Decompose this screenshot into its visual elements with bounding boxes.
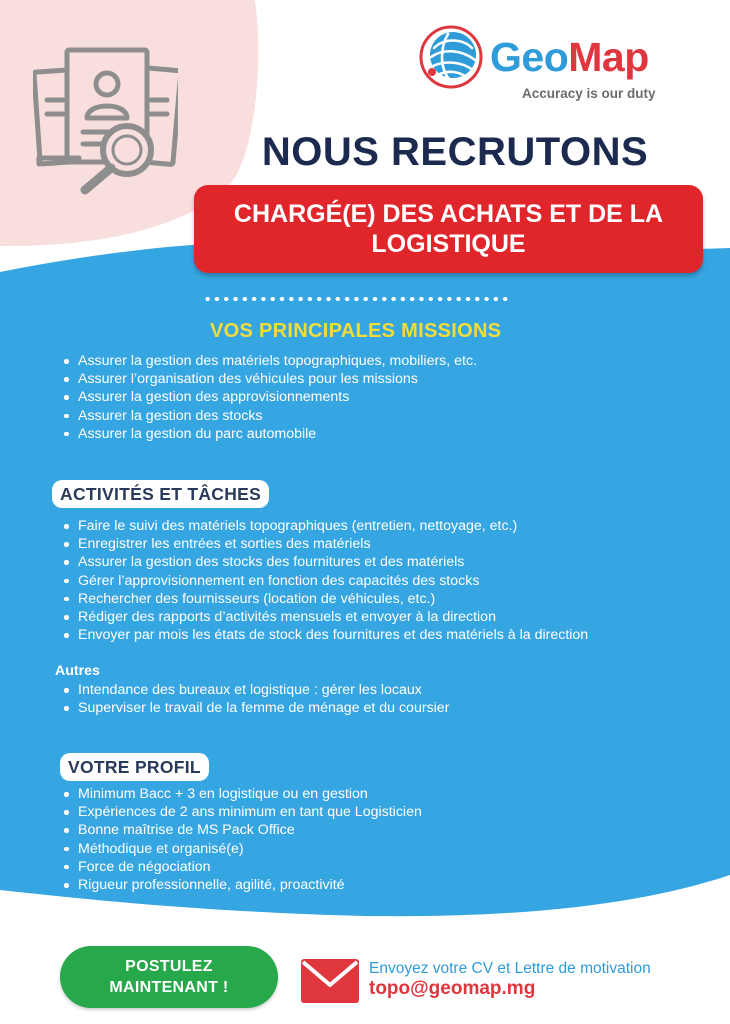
list-item: Bonne maîtrise de MS Pack Office — [62, 821, 662, 839]
list-item: Rigueur professionnelle, agilité, proactivité — [62, 876, 662, 894]
job-title: CHARGÉ(E) DES ACHATS ET DE LA LOGISTIQUE — [233, 200, 664, 258]
list-item: Assurer la gestion des stocks des fournitures et des matériels — [62, 553, 638, 571]
list-item: Assurer la gestion des stocks — [62, 407, 662, 425]
contact-email-link[interactable]: topo@geomap.mg — [369, 978, 536, 999]
dotted-divider — [203, 296, 508, 302]
missions-list — [62, 352, 662, 443]
page-title: NOUS RECRUTONS — [261, 130, 649, 174]
apply-now-line2: MAINTENANT ! — [109, 979, 229, 996]
list-item: Gérer l’approvisionnement en fonction des capacités des stocks — [62, 572, 638, 590]
apply-now-line1: POSTULEZ — [125, 958, 213, 975]
logo-map-text: Map — [568, 34, 649, 80]
list-item: Faire le suivi des matériels topographiques (entretien, nettoyage, etc.) — [62, 517, 638, 535]
contact-instructions: Envoyez votre CV et Lettre de motivation — [369, 960, 651, 977]
list-item: Enregistrer les entrées et sorties des matériels — [62, 535, 638, 553]
others-list — [62, 681, 662, 717]
list-item: Intendance des bureaux et logistique : gérer les locaux — [62, 681, 662, 699]
list-item: Rédiger des rapports d’activités mensuels et envoyer à la direction — [62, 608, 638, 626]
resume-magnifier-icon — [33, 40, 178, 200]
missions-heading: VOS PRINCIPALES MISSIONS — [210, 320, 502, 342]
envelope-icon — [300, 958, 360, 1004]
activities-list — [62, 517, 638, 644]
logo-wordmark — [490, 34, 649, 81]
profile-heading: VOTRE PROFIL — [60, 753, 209, 781]
profile-list — [62, 785, 662, 894]
list-item: Superviser le travail de la femme de ménage et du coursier — [62, 699, 662, 717]
logo-geo-text: Geo — [490, 34, 569, 80]
list-item: Envoyer par mois les états de stock des fournitures et des matériels à la direction — [62, 626, 638, 644]
list-item: Assurer la gestion des matériels topographiques, mobiliers, etc. — [62, 352, 662, 370]
list-item: Assurer la gestion du parc automobile — [62, 425, 662, 443]
apply-now-button[interactable] — [60, 946, 278, 1008]
list-item: Assurer l’organisation des véhicules pour les missions — [62, 370, 662, 388]
globe-logo-icon — [418, 24, 484, 90]
job-title-banner — [194, 185, 703, 273]
logo-tagline: Accuracy is our duty — [522, 86, 656, 101]
geomap-logo — [418, 22, 698, 104]
list-item: Minimum Bacc + 3 en logistique ou en gestion — [62, 785, 662, 803]
activities-heading: ACTIVITÉS ET TÂCHES — [52, 480, 269, 508]
list-item: Expériences de 2 ans minimum en tant que Logisticien — [62, 803, 662, 821]
others-label: Autres — [55, 663, 100, 679]
list-item: Méthodique et organisé(e) — [62, 840, 662, 858]
list-item: Force de négociation — [62, 858, 662, 876]
list-item: Assurer la gestion des approvisionnements — [62, 388, 662, 406]
list-item: Rechercher des fournisseurs (location de véhicules, etc.) — [62, 590, 638, 608]
